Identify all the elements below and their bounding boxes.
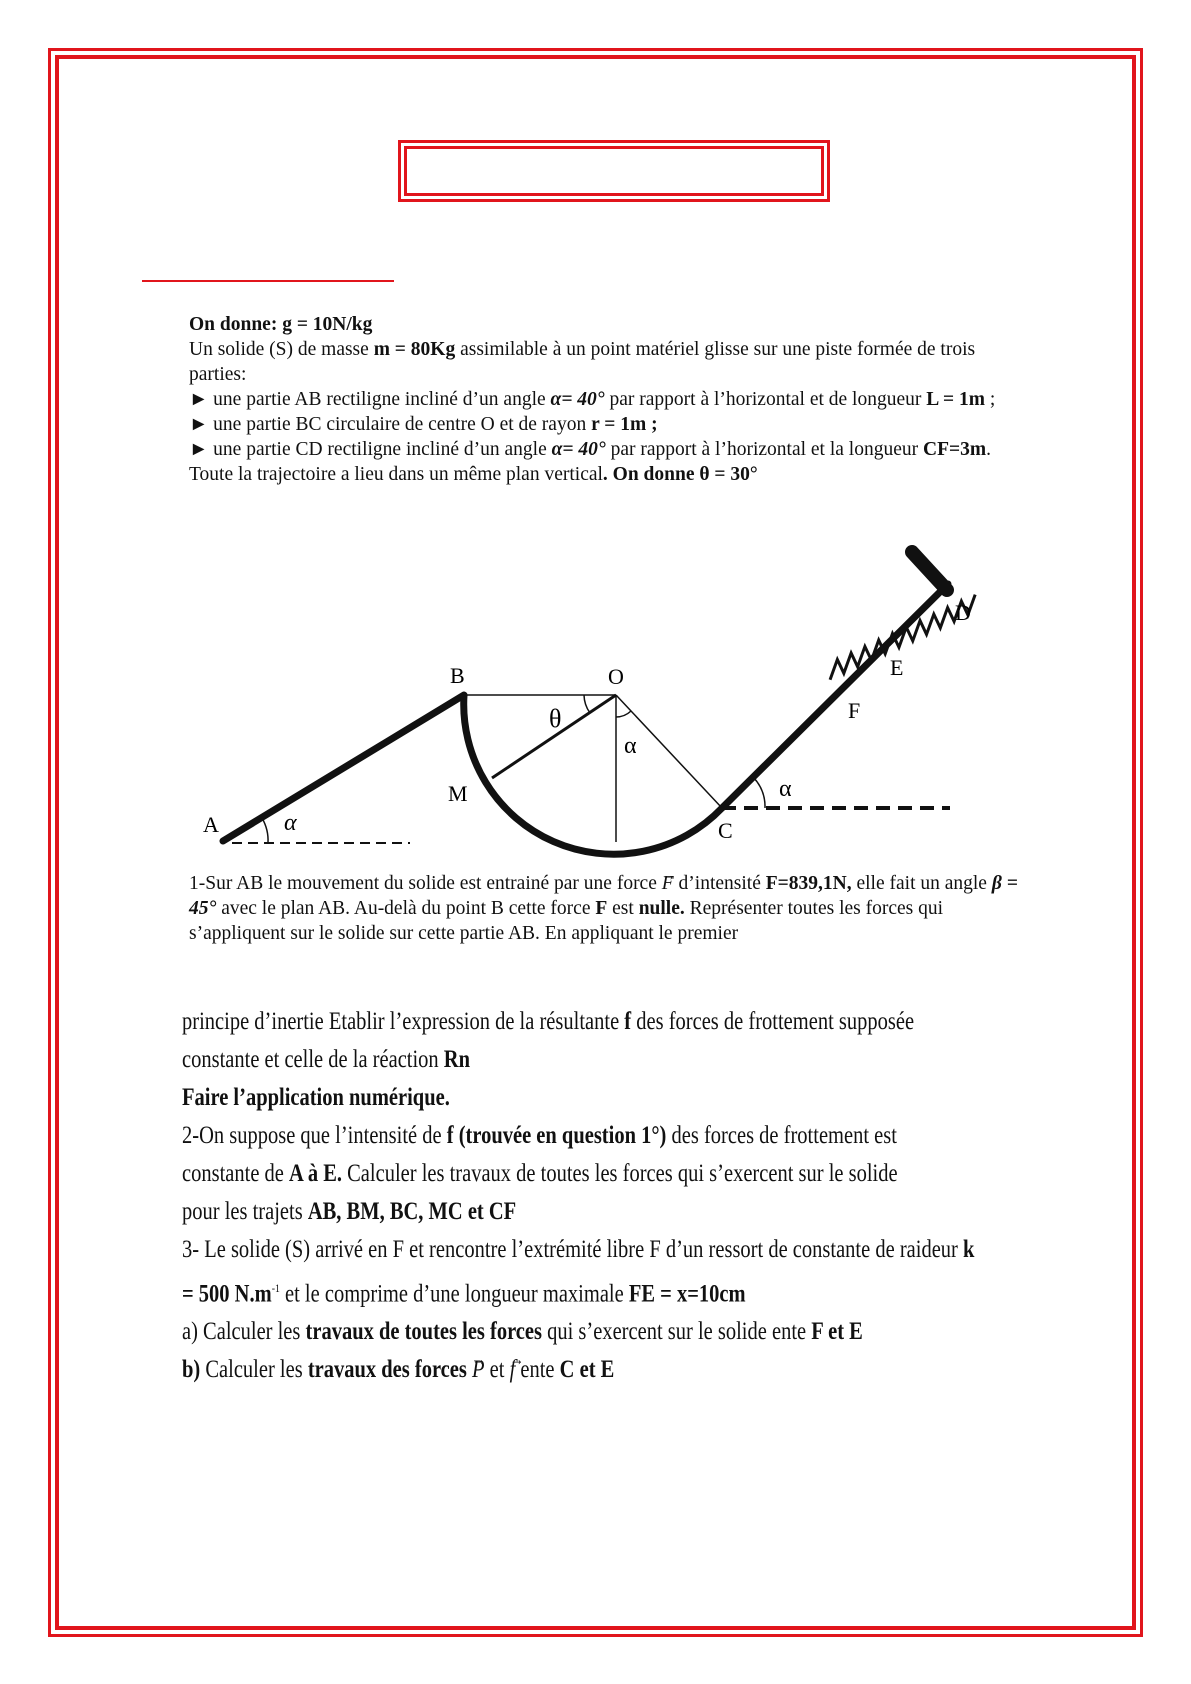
alpha-a-arc	[262, 818, 268, 843]
part-cd: ► une partie CD rectiligne incliné d’un angle α= 40° par rapport à l’horizontal et la longueur CF=3m. Toute la trajectoire a lieu dans un même plan vertical. On donne θ = 30°	[189, 439, 991, 485]
label-theta: θ	[549, 704, 562, 733]
question-1: 1-Sur AB le mouvement du solide est entrainé par une force → F d’intensité F=839,1N, elle fait un angle β = 45° avec le plan AB. Au-delà du point B cette force F est nulle. Représenter toutes les forces qui s’appliquent sur le solide sur cette partie AB. En appliquant le premier	[189, 871, 1019, 946]
stopper-d	[912, 552, 947, 590]
label-alpha-o: α	[624, 733, 637, 759]
alpha-c-arc	[754, 778, 765, 808]
given-label: On donne: g = 10N/kg	[189, 314, 373, 335]
incline-ab	[223, 695, 464, 841]
theta-arc	[584, 695, 590, 713]
incline-cd	[722, 584, 948, 808]
vector-f: → f	[510, 1351, 516, 1389]
questions-continued: principe d’inertie Etablir l’expression de la résultante f des forces de frottement supposée constante et celle de la réaction Rn Faire l’application numérique. 2-On suppose que l’intensité de f (trouvée en question 1°) des forces de frottement est constante de A à E. Calculer les travaux de toutes les forces qui s’exercent sur le solide pour les trajets AB, BM, BC, MC et CF 3- Le solide (S) arrivé en F et rencontre l’extrémité libre F d’un ressort de constante de raideur k = 500 $N.m^{-1}$ et le comprime d’une longueur maximale FE = x=10cm a) Calculer les travaux de toutes les forces qui s’exercent sur le solide ente F et E b) Calculer les travaux des forces → P et → f ente C et E	[182, 1003, 1042, 1389]
label-a: A	[203, 812, 219, 837]
part-bc: ► une partie BC circulaire de centre O et de rayon r = 1m ;	[189, 414, 658, 435]
label-c: C	[718, 818, 733, 843]
vector-p: → P	[472, 1351, 485, 1389]
part-ab: ► une partie AB rectiligne incliné d’un angle α= 40° par rapport à l’horizontal et de longueur L = 1m ;	[189, 389, 996, 410]
label-alpha-c: α	[779, 776, 792, 802]
solid-description: Un solide (S) de masse m = 80Kg assimilable à un point matériel glisse sur une piste formée de trois parties:	[189, 339, 976, 385]
arc-bc	[464, 695, 722, 854]
label-f: F	[848, 698, 861, 723]
label-e: E	[890, 655, 904, 680]
label-o: O	[608, 664, 624, 689]
label-m: M	[448, 781, 468, 806]
alpha-o-arc	[616, 711, 631, 717]
force-vector-f: → F	[662, 871, 674, 896]
label-b: B	[450, 663, 465, 688]
label-d: D	[955, 600, 971, 625]
numeric-application: Faire l’application numérique.	[182, 1084, 450, 1111]
label-alpha-a: α	[284, 810, 297, 836]
